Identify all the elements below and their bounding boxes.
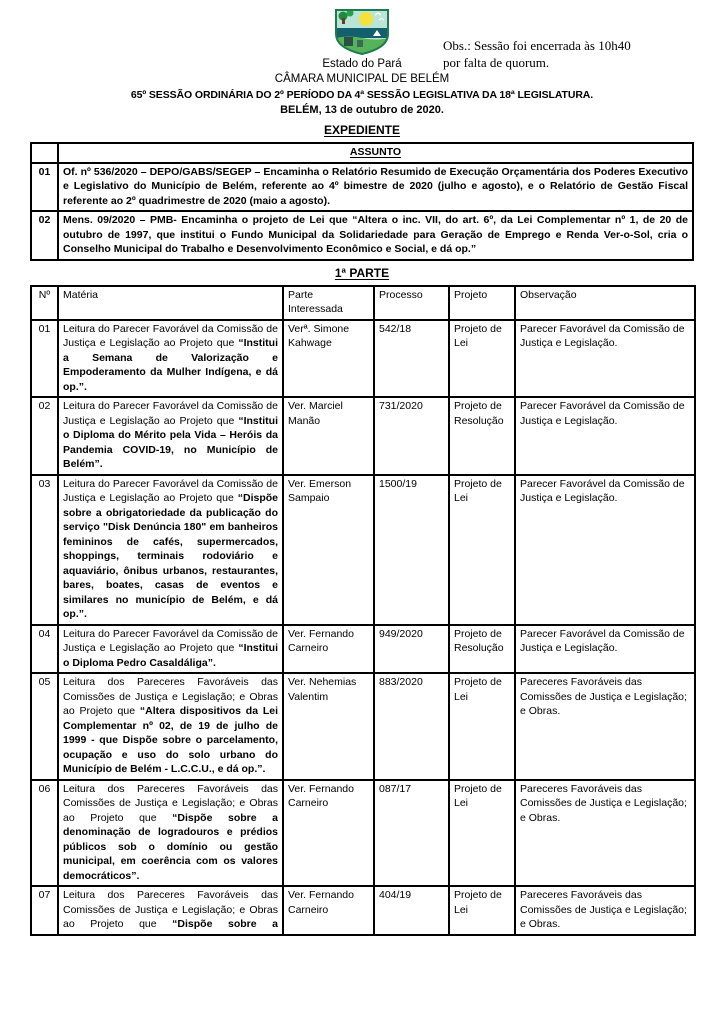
- materia-bold-text: “Dispõe sobre a obrigatoriedade da publicação do serviço "Disk Denúncia 180" em banheiros femininos de cafés, supermercados, shoppings, terminais rodoviário e aquaviário, ônibus urbanos, restaurantes, bares, boates, casas de eventos e similares no município de Belém, e dá op.”.: [63, 492, 278, 620]
- state-name: Estado do Pará: [322, 58, 402, 70]
- session-note-line1: Obs.: Sessão foi encerrada às 10h40: [443, 38, 631, 53]
- table-row: [31, 475, 695, 625]
- parte-interessada-cell: Ver. Fernando Carneiro: [283, 780, 374, 887]
- expediente-table: [30, 142, 694, 261]
- parte-interessada-cell: Ver. Emerson Sampaio: [283, 475, 374, 625]
- table-row: [31, 320, 695, 398]
- processo-cell: 1500/19: [374, 475, 449, 625]
- materia-cell: [58, 320, 283, 398]
- column-header: Parte Interessada: [283, 286, 374, 320]
- session-title: 65º SESSÃO ORDINÁRIA DO 2º PERÍODO DA 4ª SESSÃO LEGISLATIVA DA 18ª LEGISLATURA.: [130, 89, 594, 101]
- expediente-number-header: [31, 143, 58, 163]
- materia-cell: [58, 625, 283, 674]
- table-row: [31, 673, 695, 780]
- processo-cell: 731/2020: [374, 397, 449, 475]
- column-header: Matéria: [58, 286, 283, 320]
- row-number: 01: [31, 320, 58, 398]
- projeto-cell: Projeto de Resolução: [449, 397, 515, 475]
- parte-interessada-cell: Ver. Nehemias Valentim: [283, 673, 374, 780]
- bottom-margin: [30, 936, 694, 996]
- column-header: Projeto: [449, 286, 515, 320]
- materia-cell: [58, 475, 283, 625]
- table-row: [31, 886, 695, 935]
- materia-bold-text: “Institui o Diploma Pedro Casaldáliga”.: [63, 642, 278, 669]
- row-number: 06: [31, 780, 58, 887]
- parte1-table: [30, 285, 696, 936]
- materia-cell: [58, 886, 283, 935]
- materia-bold-text: “Institui a Semana de Valorização e Empoderamento da Mulher Indígena, e dá op.”.: [63, 337, 278, 393]
- materia-cell: [58, 673, 283, 780]
- materia-regular-text: Leitura do Parecer Favorável da Comissão de Justiça e Legislação ao Projeto que: [63, 400, 278, 427]
- assunto-column-header: [58, 143, 693, 163]
- materia-bold-text: “Institui o Diploma do Mérito pela Vida – Heróis da Pandemia COVID-19, no Município de Belém”.: [63, 414, 278, 470]
- row-number: 07: [31, 886, 58, 935]
- materia-bold-text: “Altera dispositivos da Lei Complementar nº 02, de 19 de julho de 1999 - que Dispõe sobre o parcelamento, ocupação e uso do solo urbano do Município de Belém - L.C.C.U., e dá op.”.: [63, 705, 279, 775]
- materia-bold-text: “Dispõe sobre a: [172, 918, 278, 930]
- projeto-cell: Projeto de Lei: [449, 886, 515, 935]
- item-number: 01: [31, 163, 58, 212]
- session-closed-note: [443, 37, 673, 71]
- row-number: 04: [31, 625, 58, 674]
- processo-cell: 087/17: [374, 780, 449, 887]
- column-header: Processo: [374, 286, 449, 320]
- parte-interessada-cell: Verª. Simone Kahwage: [283, 320, 374, 398]
- expediente-header-row: [31, 143, 693, 163]
- column-header: Observação: [515, 286, 695, 320]
- projeto-cell: Projeto de Lei: [449, 320, 515, 398]
- row-number: 03: [31, 475, 58, 625]
- projeto-cell: Projeto de Lei: [449, 780, 515, 887]
- parte-interessada-cell: Ver. Marciel Manão: [283, 397, 374, 475]
- projeto-cell: Projeto de Lei: [449, 673, 515, 780]
- materia-cell: [58, 780, 283, 887]
- materia-regular-text: Leitura do Parecer Favorável da Comissão de Justiça e Legislação ao Projeto que: [63, 627, 278, 654]
- projeto-cell: Projeto de Resolução: [449, 625, 515, 674]
- belem-coat-of-arms-icon: [333, 8, 391, 56]
- observacao-cell: Pareceres Favoráveis das Comissões de Justiça e Legislação; e Obras.: [515, 673, 695, 780]
- materia-regular-text: Leitura do Parecer Favorável da Comissão de Justiça e Legislação ao Projeto que: [63, 477, 278, 504]
- materia-regular-text: Leitura do Parecer Favorável da Comissão de Justiça e Legislação ao Projeto que: [63, 322, 278, 349]
- table-row: [31, 625, 695, 674]
- processo-cell: 542/18: [374, 320, 449, 398]
- projeto-cell: Projeto de Lei: [449, 475, 515, 625]
- row-number: 05: [31, 673, 58, 780]
- observacao-cell: Parecer Favorável da Comissão de Justiça e Legislação.: [515, 475, 695, 625]
- materia-regular-text: Leitura dos Pareceres Favoráveis das Comissões de Justiça e Legislação; e Obras ao Projeto que: [63, 676, 278, 717]
- materia-cell: [58, 397, 283, 475]
- row-number: 02: [31, 397, 58, 475]
- parte-interessada-cell: Ver. Fernando Carneiro: [283, 886, 374, 935]
- processo-cell: 949/2020: [374, 625, 449, 674]
- processo-cell: 883/2020: [374, 673, 449, 780]
- session-note-line2: por falta de quorum.: [443, 55, 550, 70]
- materia-regular-text: Leitura dos Pareceres Favoráveis das Comissões de Justiça e Legislação; e Obras ao Projeto que: [63, 782, 278, 824]
- observacao-cell: Parecer Favorável da Comissão de Justiça e Legislação.: [515, 397, 695, 475]
- observacao-cell: Parecer Favorável da Comissão de Justiça e Legislação.: [515, 320, 695, 398]
- processo-cell: 404/19: [374, 886, 449, 935]
- observacao-cell: Pareceres Favoráveis das Comissões de Justiça e Legislação; e Obras.: [515, 780, 695, 887]
- institution-name: CÂMARA MUNICIPAL DE BELÉM: [274, 73, 450, 85]
- place-date-line: BELÉM, 13 de outubro de 2020.: [280, 104, 444, 116]
- parte1-section-title: 1ª PARTE: [334, 265, 390, 280]
- parte1-header-row: [31, 286, 695, 320]
- materia-bold-text: “Dispõe sobre a denominação de logradouros e prédios públicos sob o domínio ou gestão municipal, em coerência com os valores democráticos”.: [63, 811, 278, 882]
- item-subject: Mens. 09/2020 – PMB- Encaminha o projeto de Lei que “Altera o inc. VII, do art. 6º, da Lei Complementar nº 1, de 20 de outubro de 1997, que institui o Fundo Municipal da Solidariedade para Geração de Emprego e Renda Ver-o-Sol, cria o Conselho Municipal do Trabalho e Desenvolvimento Econômico e Social, e dá op.”: [58, 211, 693, 260]
- observacao-cell: Pareceres Favoráveis das Comissões de Justiça e Legislação; e Obras.: [515, 886, 695, 935]
- expediente-section-title: EXPEDIENTE: [323, 123, 401, 137]
- assunto-label: ASSUNTO: [349, 146, 402, 158]
- table-row: [31, 397, 695, 475]
- table-row: [31, 780, 695, 887]
- parte-interessada-cell: Ver. Fernando Carneiro: [283, 625, 374, 674]
- expediente-row: [31, 163, 693, 212]
- observacao-cell: Parecer Favorável da Comissão de Justiça e Legislação.: [515, 625, 695, 674]
- column-header: Nº: [31, 286, 58, 320]
- item-number: 02: [31, 211, 58, 260]
- expediente-row: [31, 211, 693, 260]
- item-subject: Of. nº 536/2020 – DEPO/GABS/SEGEP – Encaminha o Relatório Resumido de Execução Orçamentária dos Poderes Executivo e Legislativo do Município de Belém, referente ao 4º bimestre de 2020 (julho e agosto), e o Relatório de Gestão Fiscal referente ao 2º quadrimestre de 2020 (maio a agosto).: [58, 163, 693, 212]
- materia-regular-text: Leitura dos Pareceres Favoráveis das Comissões de Justiça e Legislação; e Obras ao Projeto que: [63, 889, 278, 930]
